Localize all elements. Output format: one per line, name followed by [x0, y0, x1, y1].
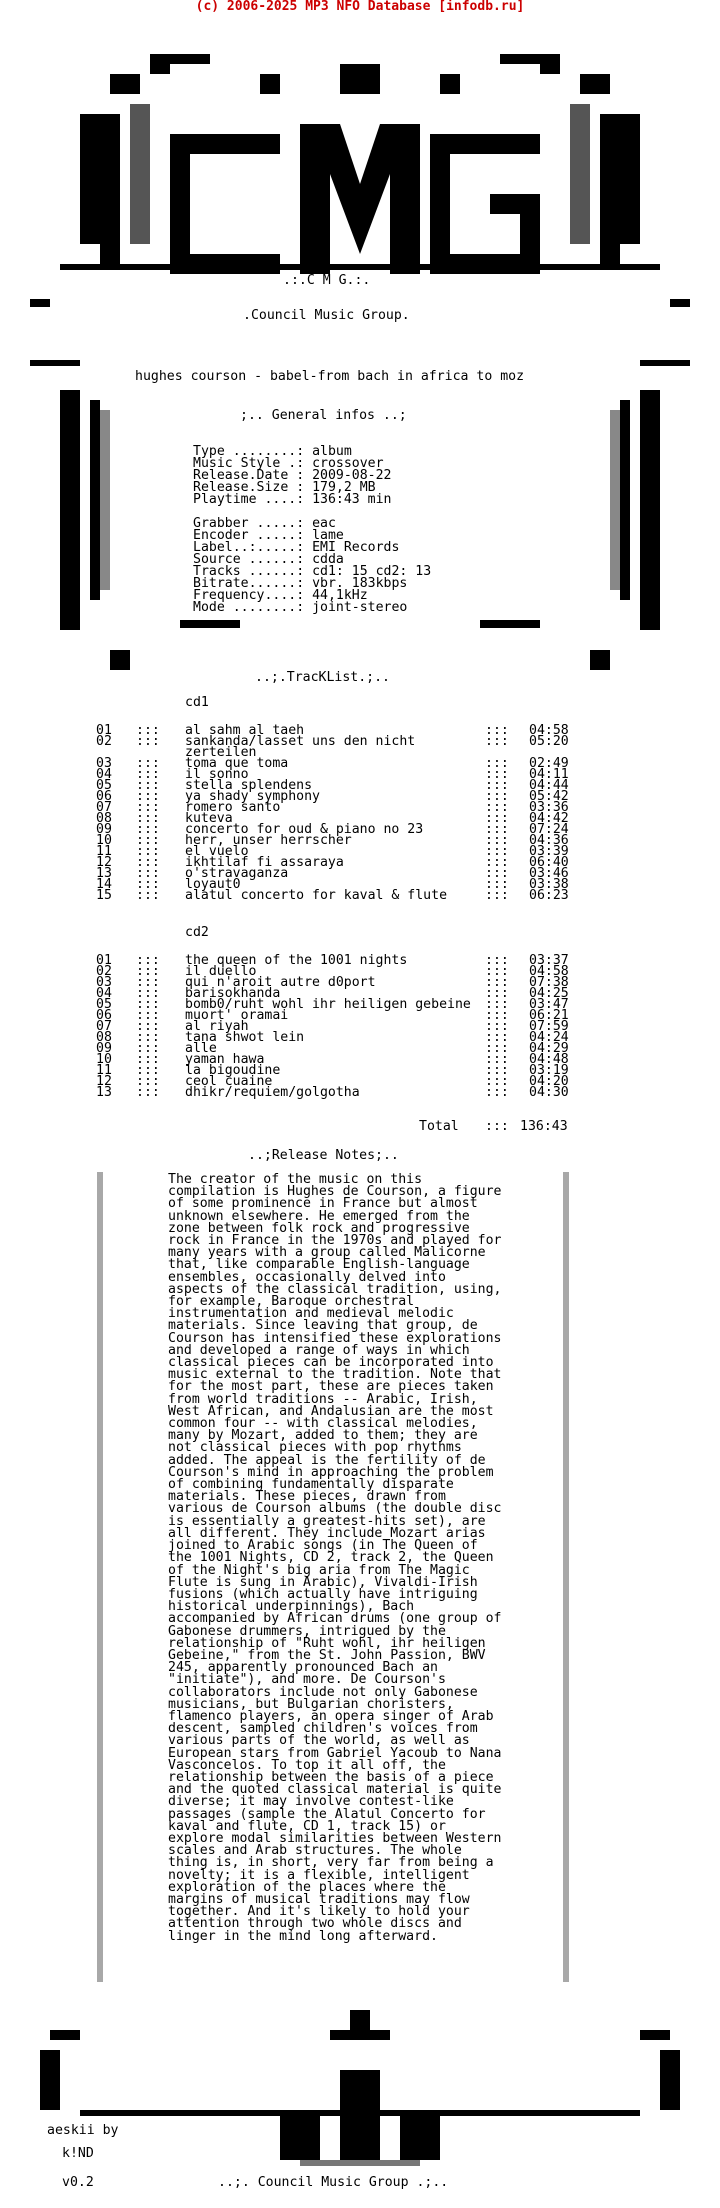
track-time: 04:11: [529, 767, 569, 782]
release-notes-header: ..;Release Notes;..: [248, 1148, 399, 1163]
track-number: 10: [96, 1052, 112, 1067]
track-separator: :::: [485, 953, 509, 968]
track-number: 07: [96, 1019, 112, 1034]
track-separator: :::: [485, 767, 509, 782]
track-title: muort' oramai: [185, 1008, 289, 1023]
track-title: o'stravaganza: [185, 866, 289, 881]
track-number: 06: [96, 1008, 112, 1023]
track-number: 05: [96, 778, 112, 793]
track-separator: :::: [136, 964, 160, 979]
track-separator: :::: [485, 986, 509, 1001]
track-title: stella splendens: [185, 778, 313, 793]
track-separator: :::: [136, 986, 160, 1001]
cmg-logo-art: [0, 14, 720, 314]
track-title: qui n'aroit autre d0port: [185, 975, 376, 990]
notes-left-bar: [97, 1172, 103, 1982]
track-time: 04:30: [529, 1085, 569, 1100]
art-credit-line1: aeskii by: [47, 2123, 119, 2138]
info-line: Tracks ......: cd1: 15 cd2: 13: [193, 564, 432, 579]
track-number: 10: [96, 833, 112, 848]
track-title: il duello: [185, 964, 257, 979]
track-title: kuteva: [185, 811, 233, 826]
track-separator: :::: [485, 756, 509, 771]
track-separator: :::: [485, 964, 509, 979]
track-number: 09: [96, 1041, 112, 1056]
track-number: 09: [96, 822, 112, 837]
track-separator: :::: [485, 1008, 509, 1023]
track-separator: :::: [485, 1074, 509, 1089]
track-separator: :::: [136, 723, 160, 738]
track-separator: :::: [136, 975, 160, 990]
track-time: 04:36: [529, 833, 569, 848]
info-line: Mode ........: joint-stereo: [193, 600, 408, 615]
track-title: herr, unser herrscher: [185, 833, 352, 848]
track-time: 06:40: [529, 855, 569, 870]
info-line: Playtime ....: 136:43 min: [193, 492, 392, 507]
track-time: 04:48: [529, 1052, 569, 1067]
track-separator: :::: [136, 997, 160, 1012]
track-time: 07:24: [529, 822, 569, 837]
track-time: 07:59: [529, 1019, 569, 1034]
release-notes-text: The creator of the music on this compilation is Hughes de Courson, a figure of some prominence in France but almost unknown elsewhere. He emerged from the zone between folk rock and progressive rock in France in the 1970s and played for many years with a group called Malicorne that, like comparable English-language ensembles, occasionally delved into aspects of the classical tradition, using, for example, Baroque orchestral instrumentation and medieval melodic materials. Since leaving that group, de Courson has intensified these explorations and developed a range of ways in which classical pieces can be incorporated into music external to the tradition. Note that for the most part, these are pieces taken from world traditions -- Arabic, Irish, West African, and Andalusian are the most common four -- with classical melodies, many by Mozart, added to them; they are not classical pieces with pop rhythms added. The appeal is the fertility of de Courson's mind in approaching the problem of combining fundamentally disparate materials. These pieces, drawn from various de Courson albums (the double disc is essentially a greatest-hits set), are all different. They include Mozart arias joined to Arabic songs (in The Queen of the 1001 Nights, CD 2, track 2, the Queen of the Night's big aria from The Magic Flute is sung in Arabic), Vivaldi-Irish fusions (which actually have intriguing historical underpinnings), Bach accompanied by African drums (one group of Gabonese drummers, intrigued by the relationship of "Ruht wohl, ihr heiligen Gebeine," from the St. John Passion, BWV 245, apparently pronounced Bach an "initiate"), and more. De Courson's collaborators include not only Gabonese musicians, but Bulgarian choristers, flamenco players, an opera singer of Arab descent, sampled children's voices from various parts of the world, as well as European stars from Gabriel Yacoub to Nana Vasconcelos. To top it all off, the relationship between the basis of a piece and the quoted classical material is quite diverse; it may involve contest-like passages (sample the Alatul Concerto for kaval and flute, CD 1, track 15) or explore modal similarities between Western scales and Arab structures. The whole thing is, in short, very far from being a novelty; it is a flexible, intelligent exploration of the places where the margins of musical traditions may flow together. And it's likely to hold your attention through two whole discs and linger in the mind long afterward.: [168, 1172, 502, 1944]
track-separator: :::: [136, 822, 160, 837]
track-title: romero santo: [185, 800, 281, 815]
track-time: 04:44: [529, 778, 569, 793]
track-time: 03:39: [529, 844, 569, 859]
track-number: 12: [96, 1074, 112, 1089]
track-separator: :::: [136, 1041, 160, 1056]
general-infos-header: ;.. General infos ..;: [240, 408, 407, 423]
track-number: 13: [96, 866, 112, 881]
track-time: 05:20: [529, 734, 569, 749]
track-title: yaman hawa: [185, 1052, 265, 1067]
info-line: Music Style .: crossover: [193, 456, 384, 471]
version-label: v0.2: [62, 2175, 94, 2190]
track-title: barisokhanda: [185, 986, 281, 1001]
track-separator: :::: [485, 723, 509, 738]
track-time: 04:29: [529, 1041, 569, 1056]
track-separator: :::: [485, 833, 509, 848]
track-title: ikhtilaf fi assaraya: [185, 855, 344, 870]
track-number: 04: [96, 986, 112, 1001]
site-banner: (c) 2006-2025 MP3 NFO Database [infodb.ru]: [195, 0, 525, 14]
track-number: 13: [96, 1085, 112, 1100]
info-line: Release.Size : 179,2 MB: [193, 480, 376, 495]
track-separator: :::: [136, 953, 160, 968]
info-line: Type ........: album: [193, 444, 352, 459]
cd2-label: cd2: [185, 925, 209, 940]
track-number: 07: [96, 800, 112, 815]
track-separator: :::: [485, 1052, 509, 1067]
notes-right-bar: [563, 1172, 569, 1982]
track-separator: :::: [485, 975, 509, 990]
cd1-label: cd1: [185, 695, 209, 710]
track-time: 04:58: [529, 964, 569, 979]
track-number: 12: [96, 855, 112, 870]
info-line: Encoder .....: lame: [193, 528, 344, 543]
track-separator: :::: [485, 855, 509, 870]
group-short-name: .:.C M G.:.: [283, 273, 371, 288]
track-time: 05:42: [529, 789, 569, 804]
track-time: 04:58: [529, 723, 569, 738]
track-title: bomb0/ruht wohl ihr heiligen gebeine: [185, 997, 471, 1012]
track-time: 04:24: [529, 1030, 569, 1045]
track-time: 03:38: [529, 877, 569, 892]
track-separator: :::: [485, 888, 509, 903]
track-separator: :::: [136, 888, 160, 903]
track-separator: :::: [485, 877, 509, 892]
art-credit-line2: k!ND: [62, 2146, 94, 2161]
track-title: alatul concerto for kaval & flute: [185, 888, 448, 903]
track-time: 03:37: [529, 953, 569, 968]
total-label: Total: [419, 1119, 459, 1134]
release-title: hughes courson - babel-from bach in africa to moz: [135, 369, 525, 384]
track-time: 03:19: [529, 1063, 569, 1078]
track-time: 03:46: [529, 866, 569, 881]
track-separator: :::: [485, 866, 509, 881]
track-title: zerteilen: [185, 745, 257, 760]
info-line: Source ......: cdda: [193, 552, 344, 567]
track-number: 08: [96, 811, 112, 826]
track-number: 01: [96, 953, 112, 968]
info-line: Grabber .....: eac: [193, 516, 336, 531]
track-title: al riyah: [185, 1019, 249, 1034]
track-separator: :::: [485, 1019, 509, 1034]
track-separator: :::: [485, 778, 509, 793]
cmg-footer-logo-art: [0, 1990, 720, 2190]
track-number: 14: [96, 877, 112, 892]
track-separator: :::: [136, 800, 160, 815]
track-separator: :::: [136, 734, 160, 749]
track-title: loyaut0: [185, 877, 241, 892]
total-sep: :::: [485, 1119, 509, 1134]
track-separator: :::: [136, 844, 160, 859]
track-title: concerto for oud & piano no 23: [185, 822, 424, 837]
track-number: 02: [96, 964, 112, 979]
track-title: the queen of the 1001 nights: [185, 953, 408, 968]
track-separator: :::: [136, 833, 160, 848]
track-separator: :::: [485, 822, 509, 837]
track-number: 08: [96, 1030, 112, 1045]
track-separator: :::: [485, 789, 509, 804]
track-separator: :::: [136, 1008, 160, 1023]
track-separator: :::: [136, 789, 160, 804]
track-separator: :::: [136, 855, 160, 870]
track-number: 03: [96, 975, 112, 990]
track-number: 05: [96, 997, 112, 1012]
track-separator: :::: [485, 997, 509, 1012]
track-separator: :::: [485, 1063, 509, 1078]
track-separator: :::: [136, 767, 160, 782]
track-separator: :::: [136, 1074, 160, 1089]
group-full-name: .Council Music Group.: [243, 308, 410, 323]
track-time: 06:23: [529, 888, 569, 903]
track-title: ceol cuaine: [185, 1074, 273, 1089]
track-separator: :::: [136, 1085, 160, 1100]
track-time: 03:47: [529, 997, 569, 1012]
track-separator: :::: [136, 1052, 160, 1067]
track-separator: :::: [136, 756, 160, 771]
footer-group-name: ..;. Council Music Group .;..: [218, 2175, 449, 2190]
track-time: 07:38: [529, 975, 569, 990]
track-title: ya shady symphony: [185, 789, 320, 804]
track-title: tana shwot lein: [185, 1030, 305, 1045]
track-separator: :::: [136, 1019, 160, 1034]
track-number: 03: [96, 756, 112, 771]
track-title: sankanda/lasset uns den nicht: [185, 734, 416, 749]
track-number: 04: [96, 767, 112, 782]
info-line: Label..:.....: EMI Records: [193, 540, 400, 555]
info-line: Bitrate......: vbr. 183kbps: [193, 576, 408, 591]
track-time: 06:21: [529, 1008, 569, 1023]
track-time: 04:25: [529, 986, 569, 1001]
track-separator: :::: [136, 811, 160, 826]
track-separator: :::: [485, 1085, 509, 1100]
track-separator: :::: [136, 866, 160, 881]
track-separator: :::: [485, 844, 509, 859]
track-time: 03:36: [529, 800, 569, 815]
track-title: la bigoudine: [185, 1063, 281, 1078]
track-number: 11: [96, 1063, 112, 1078]
track-separator: :::: [485, 800, 509, 815]
track-separator: :::: [485, 734, 509, 749]
tracklist-header: ..;.TracKList.;..: [255, 670, 390, 685]
track-title: al sahm al taeh: [185, 723, 305, 738]
track-number: 15: [96, 888, 112, 903]
track-number: 11: [96, 844, 112, 859]
track-title: alle: [185, 1041, 217, 1056]
track-separator: :::: [485, 811, 509, 826]
track-time: 04:42: [529, 811, 569, 826]
track-title: el vuelo: [185, 844, 249, 859]
track-separator: :::: [136, 877, 160, 892]
track-title: toma que toma: [185, 756, 289, 771]
info-line: Frequency....: 44,1kHz: [193, 588, 368, 603]
track-separator: :::: [136, 1030, 160, 1045]
track-title: dhikr/requiem/golgotha: [185, 1085, 360, 1100]
track-number: 06: [96, 789, 112, 804]
track-time: 04:20: [529, 1074, 569, 1089]
track-separator: :::: [136, 1063, 160, 1078]
info-line: Release.Date : 2009-08-22: [193, 468, 392, 483]
track-separator: :::: [136, 778, 160, 793]
total-time: 136:43: [520, 1119, 568, 1134]
track-time: 02:49: [529, 756, 569, 771]
track-title: il sonno: [185, 767, 249, 782]
track-number: 02: [96, 734, 112, 749]
track-separator: :::: [485, 1030, 509, 1045]
track-number: 01: [96, 723, 112, 738]
track-separator: :::: [485, 1041, 509, 1056]
